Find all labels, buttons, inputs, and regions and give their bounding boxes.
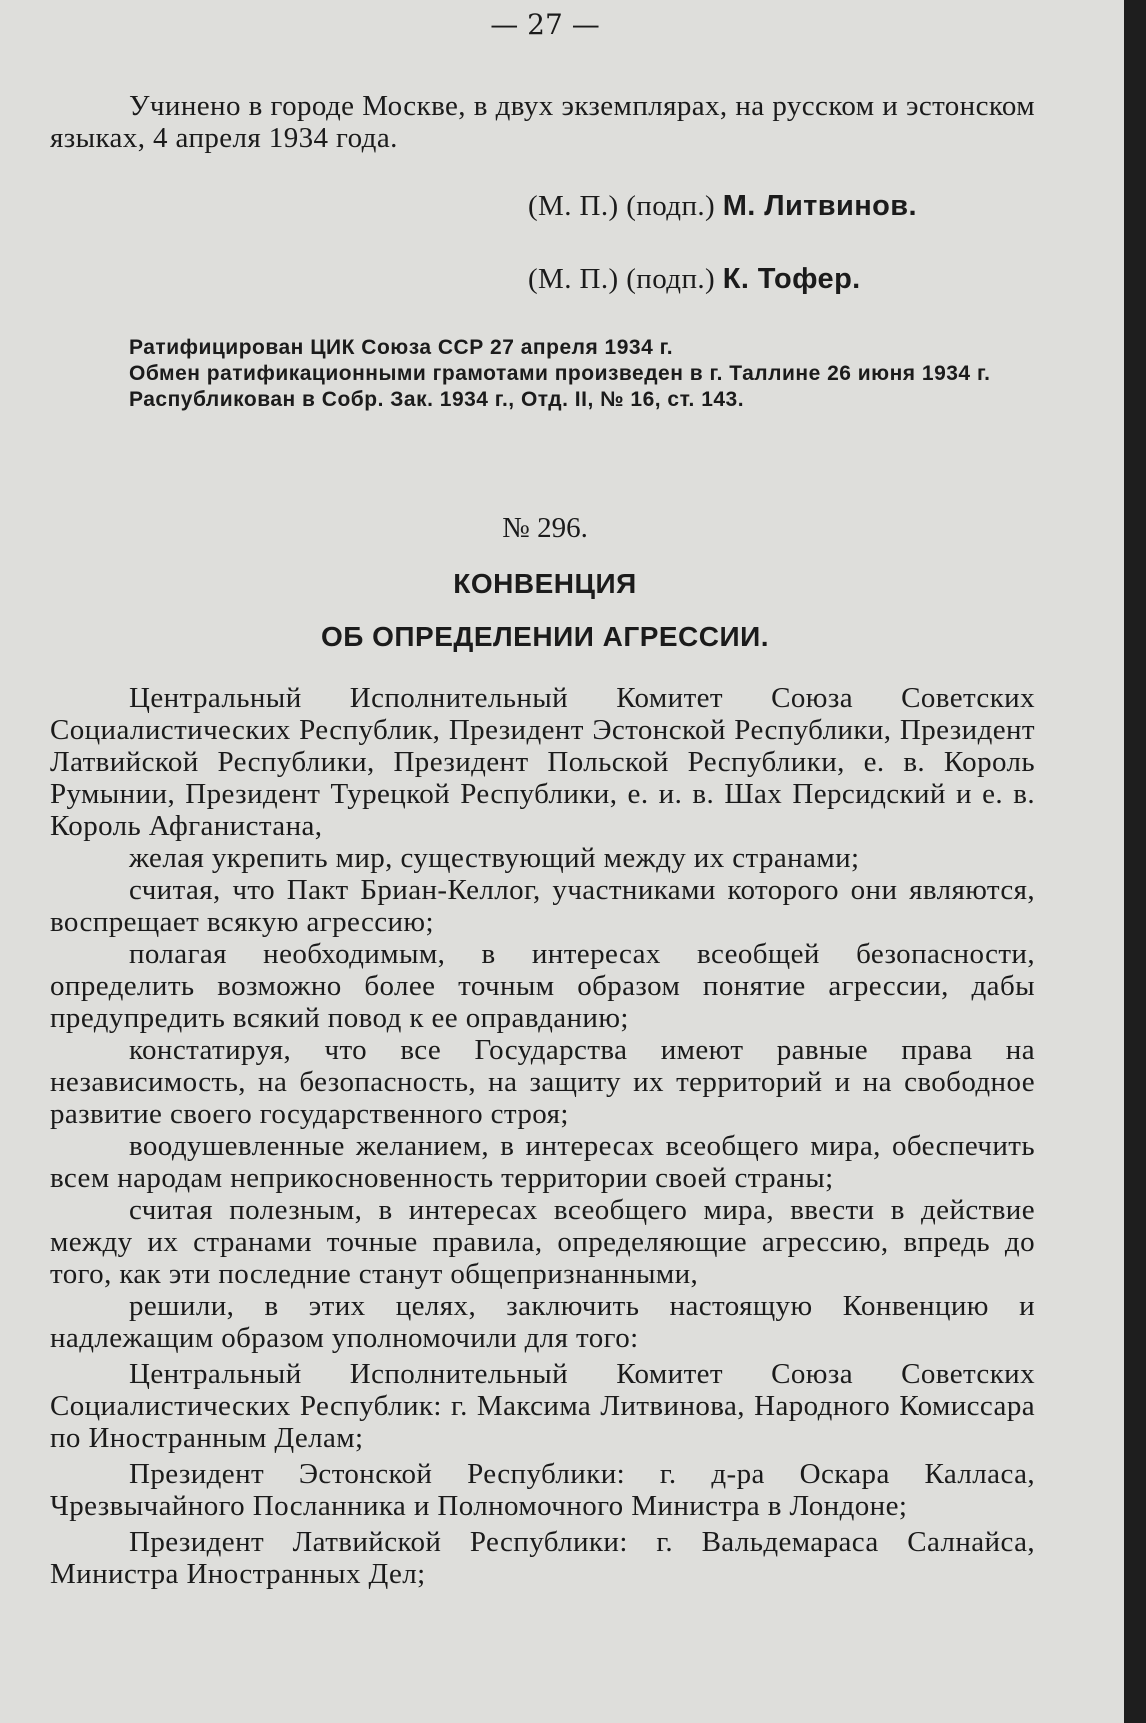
plenipotentiary-paragraph: Центральный Исполнительный Комитет Союза Советских Социалистических Республик: г. Максима Литвинова, Народного Комиссара по Иностранным Делам; — [50, 1358, 1035, 1454]
signature-tofer — [528, 263, 861, 296]
preamble-paragraph: решили, в этих целях, заключить настоящую Конвенцию и надлежащим образом уполномочили для того: — [50, 1290, 1035, 1354]
signature-prefix: (М. П.) (подп.) — [528, 190, 716, 222]
page-number: — 27 — — [490, 8, 600, 41]
note-ratified: Ратифицирован ЦИК Союза ССР 27 апреля 1934 г. — [129, 336, 674, 359]
signature-name: М. Литвинов. — [722, 190, 917, 222]
preamble-paragraph: воодушевленные желанием, в интересах всеобщего мира, обеспечить всем народам неприкосновенность территории своей страны; — [50, 1130, 1035, 1194]
preamble-paragraph: считая, что Пакт Бриан-Келлог, участниками которого они являются, воспрещает всякую агрессию; — [50, 874, 1035, 938]
signature-litvinov — [528, 190, 917, 223]
note-published: Распубликован в Собр. Зак. 1934 г., Отд. II, № 16, ст. 143. — [129, 388, 745, 411]
preamble-paragraph: полагая необходимым, в интересах всеобщей безопасности, определить возможно более точным образом понятие агрессии, дабы предупредить всякий повод к ее оправданию; — [50, 938, 1035, 1034]
ratification-notes — [50, 335, 1035, 413]
preamble-paragraph: желая укрепить мир, существующий между их странами; — [129, 842, 860, 874]
signature-prefix: (М. П.) (подп.) — [528, 263, 716, 295]
scan-edge — [1124, 0, 1146, 1723]
signature-name: К. Тофер. — [722, 263, 861, 295]
convention-preamble — [50, 682, 1035, 1590]
preamble-paragraph: констатируя, что все Государства имеют равные права на независимость, на безопасность, на защиту их территорий и на свободное развитие своего государственного строя; — [50, 1034, 1035, 1130]
preamble-paragraph: считая полезным, в интересах всеобщего мира, ввести в действие между их странами точные правила, определяющие агрессию, впредь до того, как эти последние станут общепризнанными, — [50, 1194, 1035, 1290]
document-number: № 296. — [502, 512, 588, 544]
plenipotentiary-paragraph: Президент Латвийской Республики: г. Вальдемараса Салнайса, Министра Иностранных Дел; — [50, 1526, 1035, 1590]
preamble-paragraph: Центральный Исполнительный Комитет Союза Советских Социалистических Республик, Президент Эстонской Республики, Президент Латвийской Республики, Президент Польской Республики, е. в. Король Румынии, Президент Турецкой Республики, е. и. в. Шах Персидский и е. в. Король Афганистана, — [50, 682, 1035, 842]
plenipotentiary-paragraph: Президент Эстонской Республики: г. д-ра Оскара Калласа, Чрезвычайного Посланника и Полномочного Министра в Лондоне; — [50, 1458, 1035, 1522]
document-title: КОНВЕНЦИЯ — [453, 568, 637, 599]
document-subtitle: ОБ ОПРЕДЕЛЕНИИ АГРЕССИИ. — [320, 621, 770, 652]
closing-text: Учинено в городе Москве, в двух экземплярах, на русском и эстонском языках, 4 апреля 1934 года. — [50, 90, 1035, 154]
note-exchange: Обмен ратификационными грамотами произведен в г. Таллине 26 июня 1934 г. — [129, 362, 991, 385]
closing-paragraph — [50, 90, 1035, 154]
